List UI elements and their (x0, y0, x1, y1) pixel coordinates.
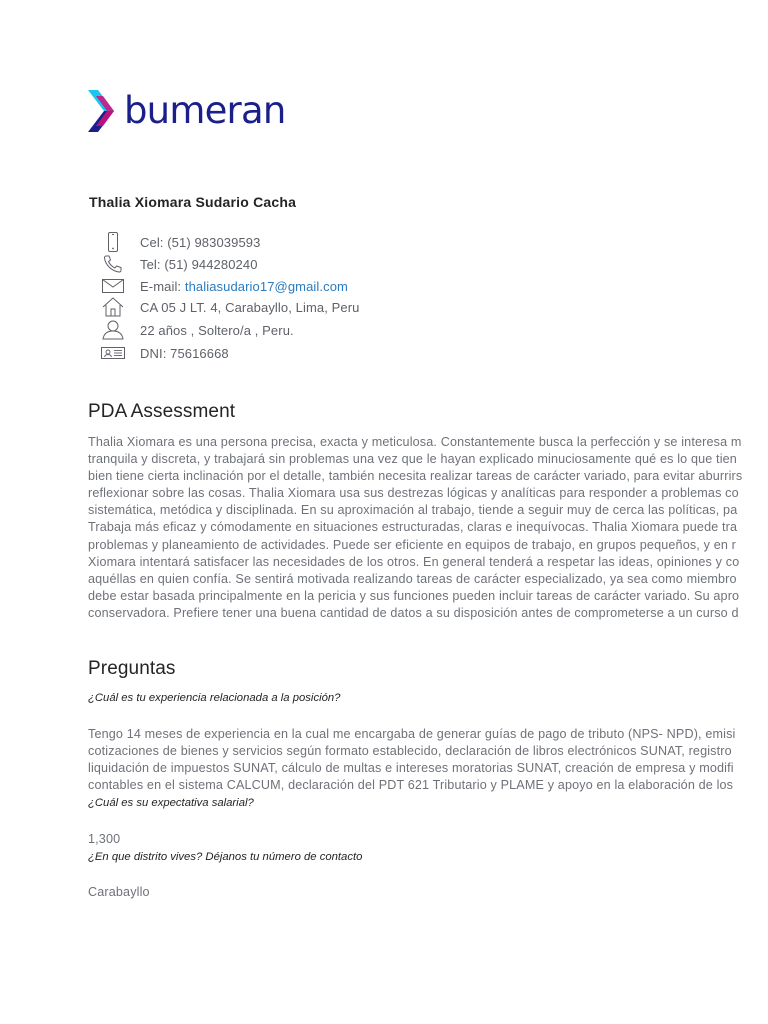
answer-line: contables en el sistema CALCUM, declaración del PDT 621 Tributario y PLAME y apoyo en la elaboración de los (88, 778, 734, 793)
answer-district: Carabayllo (88, 885, 150, 899)
answer-line: Tengo 14 meses de experiencia en la cual me encargaba de generar guías de pago de tributo (NPS- NPD), emisi (88, 727, 736, 741)
bumeran-logo[interactable] (86, 88, 285, 134)
preguntas-heading: Preguntas (88, 658, 176, 679)
contact-cel: Cel: (51) 983039593 (140, 234, 261, 250)
answer-salary: 1,300 (88, 832, 121, 846)
house-icon (100, 296, 126, 318)
contact-tel: Tel: (51) 944280240 (140, 256, 258, 272)
answer-line: liquidación de impuestos SUNAT, cálculo de multas e intereses moratorias SUNAT, creación de empresa y modifi (88, 761, 734, 776)
pda-line: Thalia Xiomara es una persona precisa, exacta y meticulosa. Constantemente busca la perfección y se interesa m (88, 435, 742, 449)
pda-line: conservadora. Prefiere tener una buena cantidad de datos a su disposición antes de comprometerse a un curso d (88, 605, 739, 620)
pda-line: tranquila y discreta, y trabajará sin problemas una vez que le hayan explicado minuciosamente qué es lo que tien (88, 452, 737, 467)
email-link[interactable]: thaliasudario17@gmail.com (184, 278, 348, 294)
contact-personal: 22 años , Soltero/a , Peru. (140, 322, 294, 338)
contact-row-cel (100, 231, 261, 253)
pda-line: Trabaja más eficaz y cómodamente en situaciones estructuradas, claras e inequívocas. Thalia Xiomara puede tra (88, 520, 738, 535)
pda-line: problemas y planeamiento de actividades. Puede ser eficiente en equipos de trabajo, en grupos pequeños, y en r (88, 537, 737, 552)
contact-row-email (100, 275, 348, 297)
candidate-name: Thalia Xiomara Sudario Cacha (89, 194, 297, 210)
person-icon (100, 319, 126, 341)
pda-line: bien tiene cierta inclinación por el detalle, también necesita realizar tareas de carácter variado, para evitar aburrirs (88, 469, 743, 484)
contact-row-personal (100, 319, 294, 341)
pda-line: reflexionar sobre las cosas. Thalia Xiomara usa sus destrezas lógicas y analíticas para responder a problemas co (88, 486, 739, 501)
contact-row-tel (100, 253, 258, 275)
contact-dni: DNI: 75616668 (140, 345, 229, 361)
pda-line: aquéllas en quien confía. Se sentirá motivada realizando tareas de carácter especializado, ya sea como miembro (88, 571, 737, 586)
telephone-icon (100, 253, 126, 275)
pda-paragraph (88, 434, 742, 622)
answer-line: cotizaciones de bienes y servicios según formato establecido, declaración de libros electrónicos SUNAT, registro (88, 744, 732, 759)
id-card-icon (100, 342, 126, 364)
pda-line: Xiomara intentará satisfacer las necesidades de los otros. En general tenderá a respetar las ideas, opiniones y co (88, 554, 740, 569)
contact-address: CA 05 J LT. 4, Carabayllo, Lima, Peru (140, 299, 360, 315)
logo-wordmark: bumeran (124, 89, 286, 132)
envelope-icon (100, 275, 126, 297)
question-experience: ¿Cuál es tu experiencia relacionada a la posición? (88, 692, 341, 704)
email-label: E-mail: (140, 278, 185, 294)
question-salary: ¿Cuál es su expectativa salarial? (88, 797, 254, 809)
pda-line: sistemática, metódica y disciplinada. En su aproximación al trabajo, tiende a seguir muy de cerca las políticas, pa (88, 503, 738, 518)
contact-row-dni (100, 342, 229, 364)
question-district: ¿En que distrito vives? Déjanos tu número de contacto (88, 851, 363, 863)
bumeran-arrow-icon (86, 88, 122, 134)
contact-row-address (100, 296, 360, 318)
mobile-phone-icon (100, 231, 126, 253)
contact-email (140, 279, 348, 294)
pda-line: debe estar basada principalmente en la pericia y sus funciones pueden incluir tareas de carácter variado. Su apro (88, 588, 740, 603)
answer-experience (88, 726, 736, 794)
pda-heading: PDA Assessment (88, 401, 236, 422)
